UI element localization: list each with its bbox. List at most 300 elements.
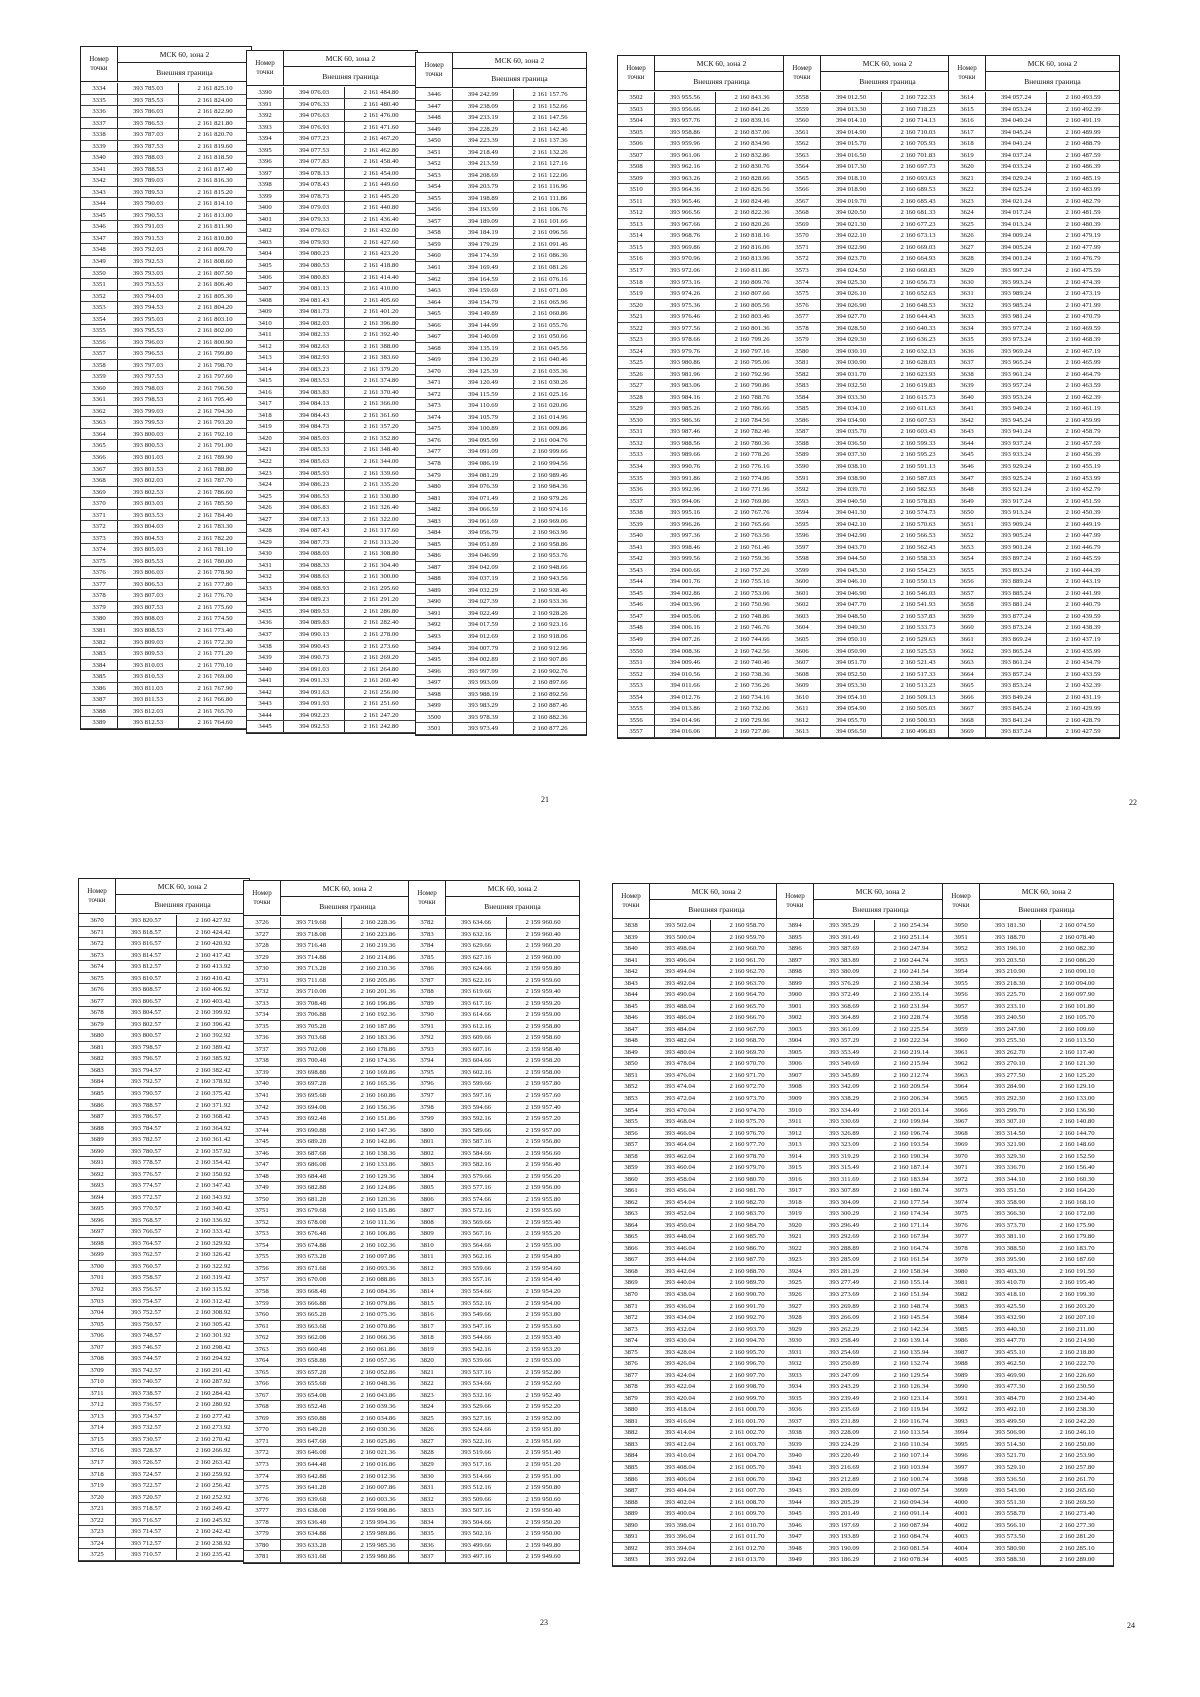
point-number-cell: 3861 [613,1185,650,1196]
x-coordinate-cell: 393 787.03 [118,129,179,140]
table-row [247,479,417,491]
y-coordinate-cell: 2 160 841.26 [734,105,770,113]
x-coordinate-cell: 394 049.30 [821,622,882,633]
y-coordinate-cell: 2 161 792.10 [197,430,233,438]
point-number-cell: 3772 [244,1447,281,1458]
table-row [784,127,954,139]
table-row [79,1100,249,1112]
y-coordinate-cell: 2 160 664.93 [900,255,936,263]
y-coordinate-cell: 2 160 979.26 [532,494,568,502]
column-header-point-number: Номер точки [618,56,655,90]
point-number-cell: 3334 [81,83,118,94]
y-coordinate-cell: 2 160 090.10 [1059,968,1095,976]
point-number-cell: 3981 [943,1277,980,1288]
table-row [777,1554,947,1566]
table-row [613,1497,783,1509]
y-coordinate-cell: 2 160 093.36 [360,1264,396,1272]
y-coordinate-cell: 2 160 493.59 [1065,94,1101,101]
y-coordinate-cell: 2 160 136.90 [1059,1106,1095,1114]
y-coordinate-cell: 2 160 175.90 [1059,1221,1095,1229]
x-coordinate-cell: 393 554.66 [446,1286,507,1297]
table-row [613,1208,783,1220]
point-number-cell: 3400 [247,202,284,213]
y-coordinate-cell: 2 160 039.36 [360,1403,396,1411]
table-row [409,1090,579,1102]
table-row [416,181,586,193]
x-coordinate-cell: 393 957.76 [655,115,716,126]
point-number-cell: 3530 [618,415,655,426]
x-coordinate-cell: 394 087.13 [284,514,345,525]
table-row [81,279,251,291]
table-row [79,915,249,927]
column-header-point-number: Номер точки [943,884,980,918]
x-coordinate-cell: 394 036.50 [821,438,882,449]
y-coordinate-cell: 2 160 228.36 [360,919,396,926]
y-coordinate-cell: 2 160 079.86 [360,1299,396,1307]
table-row [784,300,954,312]
table-row [618,519,788,531]
x-coordinate-cell: 393 790.57 [116,1088,177,1099]
point-number-cell: 3515 [618,242,655,253]
column-header-coordinate-system: МСК 60, зона 2 [446,881,579,897]
y-coordinate-cell: 2 160 603.43 [900,428,936,436]
x-coordinate-cell: 393 517.16 [446,1459,507,1470]
y-coordinate-cell: 2 159 980.86 [360,1553,396,1561]
table-row [247,237,417,249]
table-row [943,1508,1113,1520]
y-coordinate-cell: 2 160 145.54 [893,1314,929,1322]
coord-table-2 [246,50,418,734]
point-number-cell: 3736 [244,1032,281,1043]
table-row [618,184,788,196]
x-coordinate-cell: 394 080.83 [284,272,345,283]
table-row [943,1139,1113,1151]
table-row [943,1381,1113,1393]
point-number-cell: 3632 [949,300,986,311]
y-coordinate-cell: 2 161 388.00 [363,342,399,350]
table-row [943,1358,1113,1370]
table-row [949,92,1119,104]
y-coordinate-cell: 2 160 121.30 [1059,1060,1095,1068]
x-coordinate-cell: 393 807.53 [118,602,179,613]
y-coordinate-cell: 2 160 129.10 [1059,1083,1095,1091]
y-coordinate-cell: 2 160 273.92 [195,1424,231,1432]
y-coordinate-cell: 2 161 007.70 [729,1487,765,1495]
y-coordinate-cell: 2 160 994.56 [532,460,568,467]
point-number-cell: 3898 [777,966,814,977]
table-row [409,1032,579,1044]
point-number-cell: 3810 [409,1240,446,1251]
x-coordinate-cell: 393 281.29 [814,1266,875,1277]
y-coordinate-cell: 2 160 476.79 [1065,255,1101,263]
x-coordinate-cell: 393 351.50 [980,1185,1041,1196]
y-coordinate-cell: 2 161 137.36 [532,137,568,145]
table-row [79,1549,249,1561]
table-row [943,1128,1113,1140]
point-number-cell: 3553 [618,680,655,691]
table-row [777,1254,947,1266]
x-coordinate-cell: 394 046.90 [821,588,882,599]
point-number-cell: 3881 [613,1416,650,1427]
table-row [777,1001,947,1013]
point-number-cell: 3648 [949,484,986,495]
y-coordinate-cell: 2 159 951.60 [525,1437,561,1445]
column-header-point-number: Номер точки [247,51,284,85]
y-coordinate-cell: 2 160 280.92 [195,1401,231,1409]
table-row [777,1427,947,1439]
x-coordinate-cell: 393 285.09 [814,1254,875,1265]
point-number-cell: 3877 [613,1370,650,1381]
x-coordinate-cell: 393 277.50 [980,1070,1041,1081]
y-coordinate-cell: 2 160 753.06 [734,589,770,597]
table-row [81,417,251,429]
table-row [409,1228,579,1240]
x-coordinate-cell: 394 086.53 [284,491,345,502]
table-row [244,1274,414,1286]
x-coordinate-cell: 394 164.59 [453,274,514,285]
table-row [784,161,954,173]
x-coordinate-cell: 393 758.57 [116,1272,177,1283]
table-row [949,127,1119,139]
x-coordinate-cell: 393 778.57 [116,1157,177,1168]
y-coordinate-cell: 2 160 467.19 [1065,347,1101,355]
x-coordinate-cell: 393 460.04 [650,1162,711,1173]
table-row [79,1422,249,1434]
x-coordinate-cell: 393 979.76 [655,346,716,357]
x-coordinate-cell: 394 086.19 [453,458,514,469]
table-row [949,138,1119,150]
table-row [247,583,417,595]
x-coordinate-cell: 394 054.10 [821,692,882,703]
table-row [949,715,1119,727]
y-coordinate-cell: 2 160 084.74 [893,1533,929,1541]
table-row [409,1136,579,1148]
x-coordinate-cell: 393 799.03 [118,406,179,417]
table-row [247,629,417,641]
table-row [416,596,586,608]
x-coordinate-cell: 394 010.56 [655,669,716,680]
x-coordinate-cell: 393 216.69 [814,1462,875,1473]
x-coordinate-cell: 393 304.09 [814,1197,875,1208]
y-coordinate-cell: 2 160 443.19 [1065,578,1101,586]
x-coordinate-cell: 394 034.10 [821,403,882,414]
table-row [79,1180,249,1192]
x-coordinate-cell: 393 344.10 [980,1174,1041,1185]
x-coordinate-cell: 393 853.24 [986,680,1047,691]
table-row [943,1554,1113,1566]
x-coordinate-cell: 393 810.03 [118,660,179,671]
table-row [409,1482,579,1494]
y-coordinate-cell: 2 160 161.54 [893,1256,929,1264]
x-coordinate-cell: 393 196.10 [980,943,1041,954]
y-coordinate-cell: 2 159 950.60 [525,1495,561,1503]
column-header-point-number: Номер точки [613,884,650,918]
y-coordinate-cell: 2 160 738.36 [734,670,770,678]
x-coordinate-cell: 393 861.24 [986,657,1047,668]
table-row [618,530,788,542]
x-coordinate-cell: 393 812.03 [118,706,179,717]
y-coordinate-cell: 2 161 116.96 [532,183,568,191]
x-coordinate-cell: 393 796.03 [118,337,179,348]
x-coordinate-cell: 393 969.24 [986,346,1047,357]
point-number-cell: 3777 [244,1505,281,1516]
table-row [949,680,1119,692]
point-number-cell: 3351 [81,279,118,290]
table-row [613,1047,783,1059]
x-coordinate-cell: 393 798.57 [116,1042,177,1053]
table-row [784,115,954,127]
x-coordinate-cell: 393 997.99 [453,666,514,677]
point-number-cell: 3699 [79,1249,116,1260]
table-row [416,124,586,136]
point-number-cell: 3416 [247,387,284,398]
y-coordinate-cell: 2 160 974.70 [729,1106,765,1114]
table-row [409,1471,579,1483]
y-coordinate-cell: 2 161 030.26 [532,379,568,387]
table-row [618,576,788,588]
table-row [247,352,417,364]
table-row [81,371,251,383]
table-row [79,1203,249,1215]
point-number-cell: 3901 [777,1001,814,1012]
y-coordinate-cell: 2 159 960.00 [525,953,561,961]
y-coordinate-cell: 2 160 755.16 [734,578,770,586]
point-number-cell: 3407 [247,283,284,294]
point-number-cell: 3800 [409,1125,446,1136]
y-coordinate-cell: 2 160 218.80 [1059,1348,1095,1356]
point-number-cell: 3656 [949,576,986,587]
point-number-cell: 3774 [244,1471,281,1482]
y-coordinate-cell: 2 160 570.63 [900,520,936,528]
y-coordinate-cell: 2 160 148.74 [893,1302,929,1310]
x-coordinate-cell: 394 085.63 [284,456,345,467]
table-row [81,625,251,637]
y-coordinate-cell: 2 160 277.42 [195,1412,231,1420]
y-coordinate-cell: 2 160 648.53 [900,301,936,309]
x-coordinate-cell: 393 987.46 [655,426,716,437]
y-coordinate-cell: 2 160 433.59 [1065,670,1101,678]
table-row [613,932,783,944]
y-coordinate-cell: 2 160 281.20 [1059,1533,1095,1541]
x-coordinate-cell: 394 130.29 [453,354,514,365]
point-number-cell: 3685 [79,1088,116,1099]
table-row [416,320,586,332]
table-row [613,1266,783,1278]
table-row [784,484,954,496]
y-coordinate-cell: 2 160 144.70 [1059,1129,1095,1137]
point-number-cell: 3697 [79,1226,116,1237]
x-coordinate-cell: 393 235.69 [814,1404,875,1415]
y-coordinate-cell: 2 159 956.80 [525,1138,561,1146]
x-coordinate-cell: 393 529.10 [980,1462,1041,1473]
x-coordinate-cell: 394 002.89 [453,654,514,665]
table-row [943,1543,1113,1555]
y-coordinate-cell: 2 161 816.30 [197,177,233,185]
y-coordinate-cell: 2 160 431.19 [1065,693,1101,701]
point-number-cell: 3623 [949,196,986,207]
x-coordinate-cell: 394 001.24 [986,253,1047,264]
x-coordinate-cell: 394 081.43 [284,295,345,306]
y-coordinate-cell: 2 160 012.36 [360,1472,396,1480]
x-coordinate-cell: 393 956.66 [655,104,716,115]
point-number-cell: 3645 [949,449,986,460]
y-coordinate-cell: 2 160 151.86 [360,1115,396,1123]
table-row [244,1309,414,1321]
y-coordinate-cell: 2 161 806.40 [197,281,233,289]
y-coordinate-cell: 2 160 813.96 [734,255,770,263]
x-coordinate-cell: 394 030.10 [821,346,882,357]
x-coordinate-cell: 393 708.48 [281,998,342,1009]
coord-table-5 [783,55,955,739]
point-number-cell: 3660 [949,622,986,633]
point-number-cell: 3803 [409,1159,446,1170]
y-coordinate-cell: 2 160 263.42 [195,1458,231,1466]
x-coordinate-cell: 393 689.28 [281,1136,342,1147]
point-number-cell: 3965 [943,1093,980,1104]
x-coordinate-cell: 394 079.03 [284,202,345,213]
point-number-cell: 3914 [777,1151,814,1162]
point-number-cell: 3725 [79,1549,116,1560]
y-coordinate-cell: 2 160 587.03 [900,474,936,482]
point-number-cell: 3651 [949,519,986,530]
table-row [79,1388,249,1400]
y-coordinate-cell: 2 160 475.59 [1065,266,1101,274]
x-coordinate-cell: 393 966.56 [655,207,716,218]
point-number-cell: 3593 [784,496,821,507]
table-row [416,700,586,712]
point-number-cell: 3892 [613,1543,650,1554]
y-coordinate-cell: 2 160 138.36 [360,1149,396,1157]
x-coordinate-cell: 393 800.03 [118,429,179,440]
x-coordinate-cell: 394 057.24 [986,92,1047,103]
y-coordinate-cell: 2 160 124.86 [360,1184,396,1192]
y-coordinate-cell: 2 160 043.86 [360,1391,396,1399]
table-row [943,1231,1113,1243]
table-row [613,1404,783,1416]
point-number-cell: 3597 [784,542,821,553]
y-coordinate-cell: 2 160 382.42 [195,1066,231,1074]
y-coordinate-cell: 2 161 366.00 [363,400,399,408]
point-number-cell: 3637 [949,357,986,368]
point-number-cell: 3356 [81,337,118,348]
point-number-cell: 3729 [244,952,281,963]
table-row [247,191,417,203]
point-number-cell: 3872 [613,1312,650,1323]
x-coordinate-cell: 393 492.10 [980,1404,1041,1415]
point-number-cell: 3902 [777,1012,814,1023]
table-row [618,426,788,438]
point-number-cell: 3584 [784,392,821,403]
y-coordinate-cell: 2 160 174.36 [360,1057,396,1065]
table-row [247,560,417,572]
point-number-cell: 3455 [416,193,453,204]
x-coordinate-cell: 394 043.70 [821,542,882,553]
table-row [79,1249,249,1261]
y-coordinate-cell: 2 160 446.79 [1065,543,1101,551]
point-number-cell: 3523 [618,334,655,345]
point-number-cell: 3531 [618,426,655,437]
table-row [949,334,1119,346]
x-coordinate-cell: 393 965.24 [986,357,1047,368]
y-coordinate-cell: 2 161 817.40 [197,165,233,173]
table-row [409,1459,579,1471]
y-coordinate-cell: 2 159 950.00 [525,1530,561,1538]
point-number-cell: 3664 [949,669,986,680]
y-coordinate-cell: 2 161 132.26 [532,148,568,156]
point-number-cell: 3533 [618,449,655,460]
point-number-cell: 3443 [247,698,284,709]
table-row [247,318,417,330]
table-row [416,654,586,666]
point-number-cell: 3372 [81,521,118,532]
table-row [943,1151,1113,1163]
point-number-cell: 3620 [949,161,986,172]
x-coordinate-cell: 393 361.09 [814,1024,875,1035]
table-row [784,184,954,196]
point-number-cell: 3977 [943,1231,980,1242]
table-row [416,135,586,147]
y-coordinate-cell: 2 159 954.20 [525,1288,561,1295]
y-coordinate-cell: 2 160 164.20 [1059,1187,1095,1195]
y-coordinate-cell: 2 159 956.20 [525,1172,561,1180]
x-coordinate-cell: 393 450.04 [650,1220,711,1231]
x-coordinate-cell: 393 893.24 [986,565,1047,576]
x-coordinate-cell: 393 794.03 [118,291,179,302]
table-row [409,1044,579,1056]
table-row [618,646,788,658]
y-coordinate-cell: 2 161 247.20 [363,711,399,719]
y-coordinate-cell: 2 160 070.86 [360,1322,396,1330]
x-coordinate-cell: 394 009.24 [986,230,1047,241]
column-header-outer-boundary: Внешняя граница [859,76,916,86]
x-coordinate-cell: 393 564.66 [446,1240,507,1251]
y-coordinate-cell: 2 161 352.80 [363,434,399,442]
x-coordinate-cell: 393 807.03 [118,590,179,601]
point-number-cell: 3676 [79,984,116,995]
table-row [247,99,417,111]
point-number-cell: 3560 [784,115,821,126]
point-number-cell: 3966 [943,1105,980,1116]
x-coordinate-cell: 394 089.83 [284,617,345,628]
table-row [618,692,788,704]
point-number-cell: 3820 [409,1355,446,1366]
y-coordinate-cell: 2 160 488.79 [1065,140,1101,148]
y-coordinate-cell: 2 160 228.74 [893,1014,929,1022]
y-coordinate-cell: 2 160 550.13 [900,578,936,586]
x-coordinate-cell: 394 002.86 [655,588,716,599]
point-number-cell: 3414 [247,364,284,375]
point-number-cell: 3689 [79,1134,116,1145]
column-header-outer-boundary: Внешняя граница [484,901,541,911]
x-coordinate-cell: 393 425.50 [980,1301,1041,1312]
x-coordinate-cell: 393 869.24 [986,634,1047,645]
table-row [784,726,954,738]
y-coordinate-cell: 2 160 298.42 [195,1343,231,1351]
x-coordinate-cell: 394 029.24 [986,173,1047,184]
y-coordinate-cell: 2 161 793.20 [197,419,233,427]
x-coordinate-cell: 393 502.16 [446,1528,507,1539]
point-number-cell: 3559 [784,104,821,115]
y-coordinate-cell: 2 161 152.66 [532,102,568,110]
y-coordinate-cell: 2 160 998.70 [729,1383,765,1391]
point-number-cell: 3493 [416,631,453,642]
y-coordinate-cell: 2 160 453.99 [1065,474,1101,482]
x-coordinate-cell: 393 636.48 [281,1517,342,1528]
point-number-cell: 3595 [784,519,821,530]
table-row [784,277,954,289]
table-row [416,227,586,239]
y-coordinate-cell: 2 160 797.16 [734,347,770,355]
